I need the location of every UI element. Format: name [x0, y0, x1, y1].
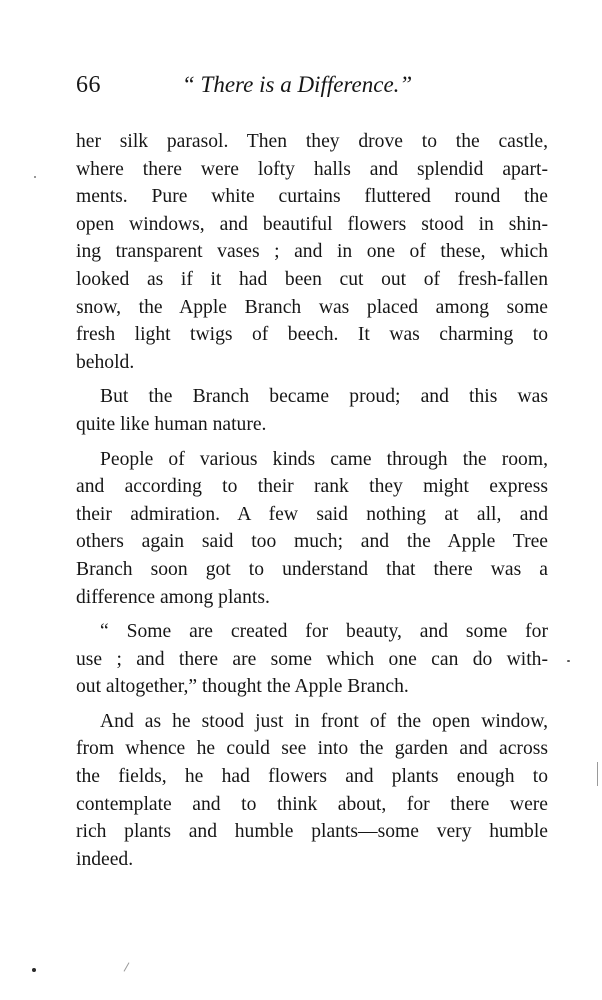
paragraph	[76, 618, 548, 701]
text-line: And as he stood just in front of the open window,	[100, 710, 548, 732]
text-line: her silk parasol. Then they drove to the castle,	[76, 131, 548, 152]
text-line: and according to their rank they might express	[76, 476, 548, 498]
text-line: But the Branch became proud; and this was	[100, 386, 548, 408]
scan-speck	[567, 660, 570, 662]
scan-mark	[124, 962, 130, 971]
text-line: out altogether,” thought the Apple Branch.	[76, 676, 409, 698]
body-text	[76, 128, 548, 880]
text-line: the fields, he had flowers and plants enough to	[76, 766, 548, 788]
scan-mark	[597, 762, 598, 786]
text-line: People of various kinds came through the room,	[100, 448, 548, 470]
text-line: Branch soon got to understand that there was a	[76, 558, 548, 580]
text-line: others again said too much; and the Apple Tree	[76, 531, 548, 553]
page-header	[76, 72, 556, 106]
scan-speck	[32, 968, 36, 972]
text-line: snow, the Apple Branch was placed among some	[76, 296, 548, 318]
scan-speck	[34, 176, 36, 178]
text-line: ing transparent vases ; and in one of these, which	[76, 241, 548, 263]
text-line: difference among plants.	[76, 586, 270, 608]
paragraph	[76, 128, 548, 376]
paragraph	[76, 446, 548, 612]
text-line: use ; and there are some which one can do with-	[76, 648, 548, 670]
text-line: ments. Pure white curtains fluttered round the	[76, 186, 548, 208]
text-line: “ Some are created for beauty, and some for	[100, 621, 548, 643]
text-line: from whence he could see into the garden and across	[76, 738, 548, 760]
text-line: indeed.	[76, 848, 134, 870]
text-line: behold.	[76, 351, 135, 373]
text-line: looked as if it had been cut out of fresh-fallen	[76, 268, 548, 290]
text-line: where there were lofty halls and splendid apart-	[76, 158, 548, 180]
page-number: 66	[76, 72, 101, 98]
text-line: fresh light twigs of beech. It was charming to	[76, 324, 548, 346]
running-title: “ There is a Difference.”	[182, 72, 413, 97]
text-line: contemplate and to think about, for there were	[76, 793, 548, 815]
text-line: rich plants and humble plants—some very humble	[76, 821, 548, 843]
text-line: quite like human nature.	[76, 413, 267, 435]
text-line: open windows, and beautiful flowers stood in shin-	[76, 213, 548, 235]
paragraph	[76, 383, 548, 438]
text-line: their admiration. A few said nothing at all, and	[76, 503, 548, 525]
paragraph	[76, 708, 548, 874]
